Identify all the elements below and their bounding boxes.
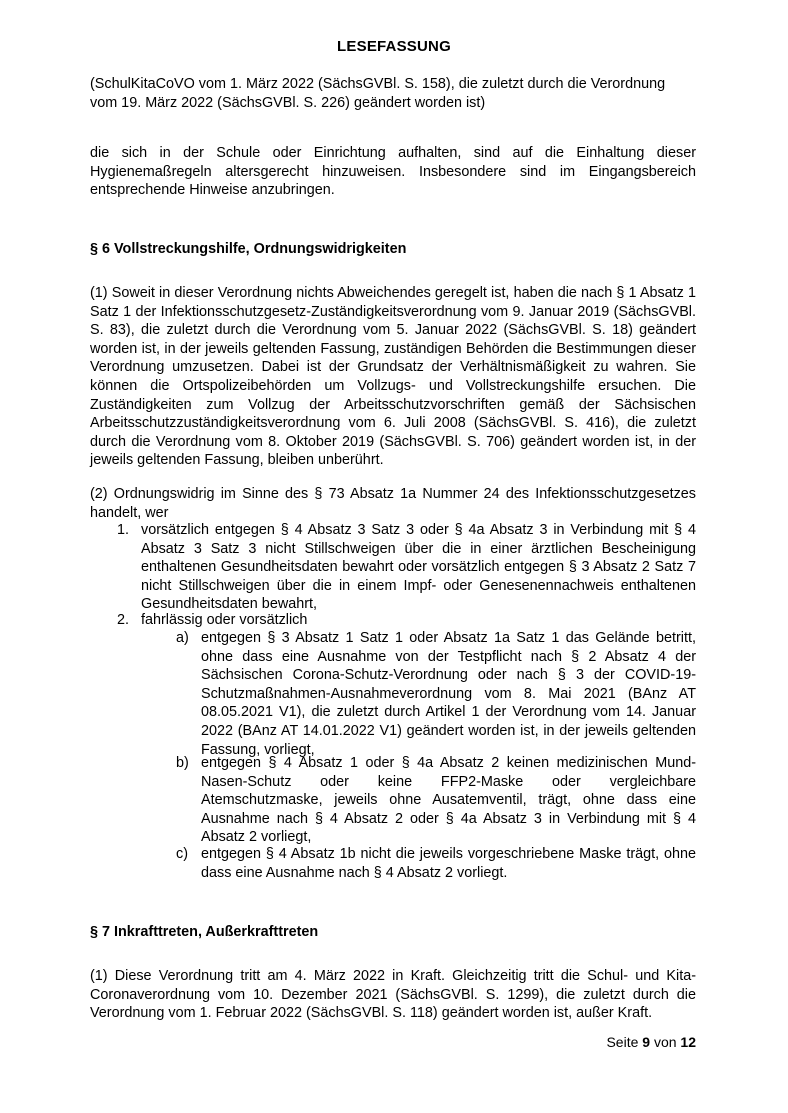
page-title: LESEFASSUNG <box>337 38 451 55</box>
list-item-number-1: 1. <box>117 522 130 538</box>
sub-item-c-text: entgegen § 4 Absatz 1b nicht die jeweils vorgeschriebene Maske trägt, ohne dass eine Ausnahme nach § 4 Absatz 2 vorliegt. <box>201 846 696 881</box>
sub-item-letter-b: b) <box>176 755 189 771</box>
section-7-heading: § 7 Inkrafttreten, Außerkrafttreten <box>90 924 319 940</box>
sub-item-letter-c: c) <box>176 846 188 862</box>
sub-item-letter-a: a) <box>176 630 189 646</box>
section-6-paragraph-2-intro: (2) Ordnungswidrig im Sinne des § 73 Absatz 1a Nummer 24 des Infektionsschutzgesetzes handelt, wer <box>90 486 696 521</box>
footer-separator: von <box>653 1034 677 1050</box>
sub-item-b-text: entgegen § 4 Absatz 1 oder § 4a Absatz 2 keinen medizinischen Mund-Nasen-Schutz oder keine FFP2-Maske oder vergleichbare Atemschutzmaske, jeweils ohne Ausatemventil, trägt, ohne dass eine Ausnahme nach § 4 Absatz 2 oder § 4a Absatz 3 in Verbindung mit § 4 Absatz 2 vorliegt, <box>201 755 696 846</box>
page-number-footer <box>606 1034 696 1050</box>
section-6-heading: § 6 Vollstreckungshilfe, Ordnungswidrigkeiten <box>90 241 407 257</box>
footer-total-pages: 12 <box>680 1034 696 1050</box>
list-item-1-text: vorsätzlich entgegen § 4 Absatz 3 Satz 3 oder § 4a Absatz 3 in Verbindung mit § 4 Absatz 3 Satz 3 nicht Stillschweigen über die in einer ärztlichen Bescheinigung enthaltenen Gesundheitsdaten bewahrt oder vorsätzlich entgegen § 3 Absatz 2 Satz 7 nicht Stillschweigen über die in einem Impf- oder Genesenennachweis enthaltenen Gesundheitsdaten bewahrt, <box>141 522 696 613</box>
section-6-paragraph-1: (1) Soweit in dieser Verordnung nichts Abweichendes geregelt ist, haben die nach § 1 Absatz 1 Satz 1 der Infektionsschutzgesetz-Zuständigkeitsverordnung vom 9. Januar 2019 (SächsGVBl. S. 83), die zuletzt durch die Verordnung vom 5. Januar 2022 (SächsGVBl. S. 18) geändert worden ist, in der jeweils geltenden Fassung, zuständigen Behörden die Bestimmungen dieser Verordnung umzusetzen. Dabei ist der Grundsatz der Verhältnismäßigkeit zu wahren. Sie können die Ortspolizeibehörden um Vollzugs- und Vollstreckungshilfe ersuchen. Die Zuständigkeiten zum Vollzug der Arbeitsschutzvorschriften gemäß der Sächsischen Arbeitsschutzzuständigkeitsverordnung vom 6. Juli 2008 (SächsGVBl. S. 416), die zuletzt durch die Verordnung vom 8. Oktober 2019 (SächsGVBl. S. 706) geändert worden ist, in der jeweils geltenden Fassung, bleiben unberührt. <box>90 285 696 469</box>
intro-line-1: (SchulKitaCoVO vom 1. März 2022 (SächsGVBl. S. 158), die zuletzt durch die Verordnung <box>90 76 666 92</box>
intro-line-2: vom 19. März 2022 (SächsGVBl. S. 226) geändert worden ist) <box>90 94 486 111</box>
sub-item-a-text: entgegen § 3 Absatz 1 Satz 1 oder Absatz 1a Satz 1 das Gelände betritt, ohne dass eine Ausnahme von der Testpflicht nach § 2 Absatz 4 der Sächsischen Corona-Schutz-Verordnung oder nach § 3 der COVID-19-Schutzmaßnahmen-Ausnahmeverordnung vom 8. Mai 2021 (BAnz AT 08.05.2021 V1), die zuletzt durch Artikel 1 der Verordnung vom 14. Januar 2022 (BAnz AT 14.01.2022 V1) geändert worden ist, in der jeweils geltenden Fassung, vorliegt, <box>201 630 696 758</box>
section-7-paragraph-1: (1) Diese Verordnung tritt am 4. März 2022 in Kraft. Gleichzeitig tritt die Schul- und Kita-Coronaverordnung vom 10. Dezember 2021 (SächsGVBl. S. 1299), die zuletzt durch die Verordnung vom 1. Februar 2022 (SächsGVBl. S. 118) geändert worden ist, außer Kraft. <box>90 968 696 1022</box>
footer-prefix: Seite <box>606 1034 639 1050</box>
intro-citation <box>90 75 696 112</box>
footer-current-page: 9 <box>642 1034 651 1050</box>
list-item-2-text: fahrlässig oder vorsätzlich <box>141 612 308 628</box>
paragraph-hygiene: die sich in der Schule oder Einrichtung aufhalten, sind auf die Einhaltung dieser Hygienemaßregeln altersgerecht hinzuweisen. Insbesondere sind im Eingangsbereich entsprechende Hinweise anzubringen. <box>90 145 696 199</box>
list-item-number-2: 2. <box>117 612 130 628</box>
